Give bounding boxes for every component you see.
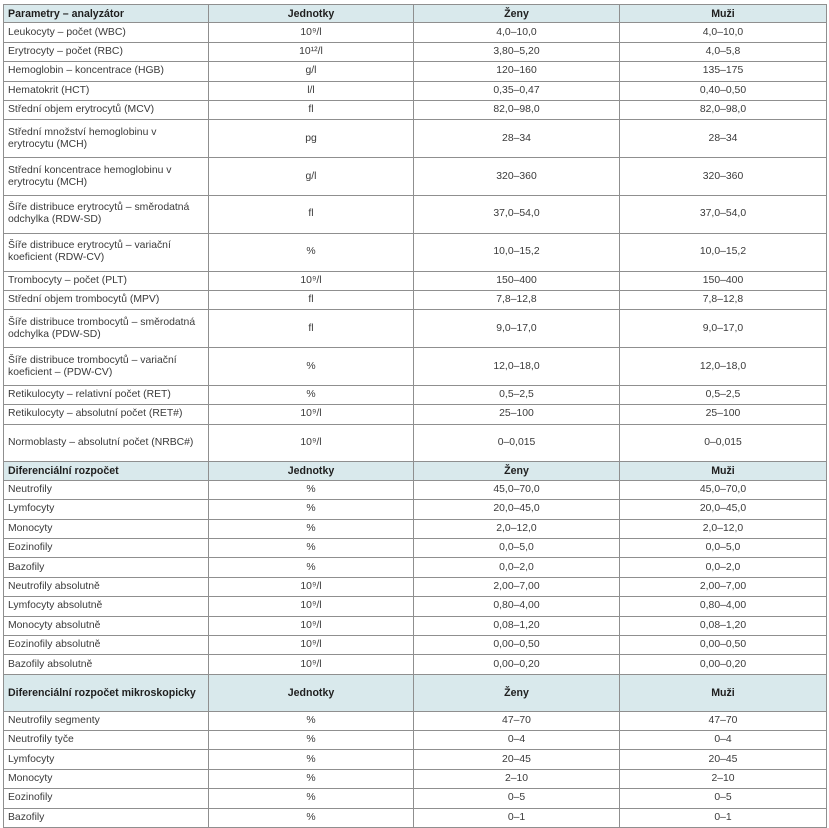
parameter-name-cell: Eozinofily absolutně: [4, 636, 209, 655]
units-cell: 10⁹/l: [209, 577, 414, 596]
units-cell: %: [209, 500, 414, 519]
women-range-cell: 10,0–15,2: [414, 233, 620, 271]
table-row: [4, 711, 827, 730]
section-title: Diferenciální rozpočet mikroskopicky: [4, 674, 209, 711]
women-range-cell: 320–360: [414, 158, 620, 196]
units-cell: g/l: [209, 62, 414, 81]
women-range-cell: 0,08–1,20: [414, 616, 620, 635]
men-range-cell: 82,0–98,0: [620, 100, 827, 119]
men-range-cell: 10,0–15,2: [620, 233, 827, 271]
units-cell: 10⁹/l: [209, 636, 414, 655]
units-cell: fl: [209, 290, 414, 309]
table-row: [4, 23, 827, 42]
men-range-cell: 0–5: [620, 789, 827, 808]
table-row: [4, 577, 827, 596]
units-cell: 10⁹/l: [209, 424, 414, 462]
men-range-cell: 0,0–2,0: [620, 558, 827, 577]
units-cell: %: [209, 539, 414, 558]
women-range-cell: 2–10: [414, 769, 620, 788]
parameter-name-cell: Hemoglobin – koncentrace (HGB): [4, 62, 209, 81]
women-range-cell: 20,0–45,0: [414, 500, 620, 519]
women-range-cell: 0,5–2,5: [414, 385, 620, 404]
women-range-cell: 7,8–12,8: [414, 290, 620, 309]
section-title: Diferenciální rozpočet: [4, 462, 209, 480]
table-row: [4, 730, 827, 749]
table-row: [4, 655, 827, 674]
units-cell: %: [209, 769, 414, 788]
units-cell: %: [209, 789, 414, 808]
parameter-name-cell: Erytrocyty – počet (RBC): [4, 42, 209, 61]
parameter-name-cell: Neutrofily absolutně: [4, 577, 209, 596]
parameter-name-cell: Střední objem erytrocytů (MCV): [4, 100, 209, 119]
men-range-cell: 25–100: [620, 405, 827, 424]
men-range-cell: 4,0–10,0: [620, 23, 827, 42]
table-row: [4, 500, 827, 519]
units-cell: 10¹²/l: [209, 42, 414, 61]
parameter-name-cell: Neutrofily: [4, 480, 209, 499]
section-title: Parametry – analyzátor: [4, 5, 209, 23]
parameter-name-cell: Střední koncentrace hemoglobinu v erytrocytu (MCH): [4, 158, 209, 196]
units-cell: l/l: [209, 81, 414, 100]
women-range-cell: 120–160: [414, 62, 620, 81]
women-range-cell: 150–400: [414, 271, 620, 290]
women-range-cell: 47–70: [414, 711, 620, 730]
women-range-cell: 0–0,015: [414, 424, 620, 462]
women-range-cell: 0,00–0,50: [414, 636, 620, 655]
parameter-name-cell: Šíře distribuce trombocytů – variační koeficient – (PDW-CV): [4, 348, 209, 386]
parameter-name-cell: Normoblasty – absolutní počet (NRBC#): [4, 424, 209, 462]
table-row: [4, 385, 827, 404]
men-range-cell: 20,0–45,0: [620, 500, 827, 519]
men-range-cell: 47–70: [620, 711, 827, 730]
section-header-row: [4, 462, 827, 480]
men-range-cell: 0,5–2,5: [620, 385, 827, 404]
table-row: [4, 750, 827, 769]
women-range-cell: 45,0–70,0: [414, 480, 620, 499]
parameter-name-cell: Střední objem trombocytů (MPV): [4, 290, 209, 309]
units-cell: %: [209, 480, 414, 499]
units-cell: 10⁹/l: [209, 597, 414, 616]
parameter-name-cell: Střední množství hemoglobinu v erytrocytu (MCH): [4, 120, 209, 158]
table-row: [4, 769, 827, 788]
units-cell: fl: [209, 310, 414, 348]
women-range-cell: 28–34: [414, 120, 620, 158]
parameter-name-cell: Šíře distribuce erytrocytů – směrodatná odchylka (RDW-SD): [4, 195, 209, 233]
table-row: [4, 424, 827, 462]
table-row: [4, 616, 827, 635]
column-header-men: Muži: [620, 674, 827, 711]
units-cell: 10⁹/l: [209, 616, 414, 635]
men-range-cell: 12,0–18,0: [620, 348, 827, 386]
women-range-cell: 12,0–18,0: [414, 348, 620, 386]
parameter-name-cell: Eozinofily: [4, 539, 209, 558]
men-range-cell: 0–0,015: [620, 424, 827, 462]
women-range-cell: 37,0–54,0: [414, 195, 620, 233]
table-row: [4, 597, 827, 616]
units-cell: %: [209, 233, 414, 271]
men-range-cell: 9,0–17,0: [620, 310, 827, 348]
table-row: [4, 519, 827, 538]
table-row: [4, 195, 827, 233]
men-range-cell: 2,0–12,0: [620, 519, 827, 538]
women-range-cell: 3,80–5,20: [414, 42, 620, 61]
parameter-name-cell: Neutrofily segmenty: [4, 711, 209, 730]
women-range-cell: 0–5: [414, 789, 620, 808]
units-cell: 10⁹/l: [209, 271, 414, 290]
parameter-name-cell: Monocyty: [4, 519, 209, 538]
women-range-cell: 82,0–98,0: [414, 100, 620, 119]
column-header-units: Jednotky: [209, 674, 414, 711]
women-range-cell: 9,0–17,0: [414, 310, 620, 348]
women-range-cell: 4,0–10,0: [414, 23, 620, 42]
units-cell: 10⁹/l: [209, 405, 414, 424]
parameter-name-cell: Monocyty: [4, 769, 209, 788]
section-header-row: [4, 5, 827, 23]
men-range-cell: 0,40–0,50: [620, 81, 827, 100]
women-range-cell: 0,80–4,00: [414, 597, 620, 616]
women-range-cell: 0–1: [414, 808, 620, 827]
table-row: [4, 62, 827, 81]
women-range-cell: 0,00–0,20: [414, 655, 620, 674]
parameter-name-cell: Bazofily absolutně: [4, 655, 209, 674]
men-range-cell: 2–10: [620, 769, 827, 788]
column-header-units: Jednotky: [209, 462, 414, 480]
units-cell: %: [209, 750, 414, 769]
units-cell: %: [209, 385, 414, 404]
men-range-cell: 2,00–7,00: [620, 577, 827, 596]
men-range-cell: 0,0–5,0: [620, 539, 827, 558]
units-cell: 10⁹/l: [209, 23, 414, 42]
table-row: [4, 405, 827, 424]
units-cell: %: [209, 808, 414, 827]
table-row: [4, 636, 827, 655]
men-range-cell: 0,08–1,20: [620, 616, 827, 635]
parameter-name-cell: Bazofily: [4, 558, 209, 577]
parameter-name-cell: Lymfocyty: [4, 750, 209, 769]
table-row: [4, 348, 827, 386]
table-body: [4, 5, 827, 828]
units-cell: %: [209, 519, 414, 538]
women-range-cell: 0–4: [414, 730, 620, 749]
column-header-women: Ženy: [414, 674, 620, 711]
units-cell: 10⁹/l: [209, 655, 414, 674]
table-row: [4, 290, 827, 309]
table-row: [4, 100, 827, 119]
women-range-cell: 2,00–7,00: [414, 577, 620, 596]
men-range-cell: 0–4: [620, 730, 827, 749]
women-range-cell: 25–100: [414, 405, 620, 424]
men-range-cell: 0,80–4,00: [620, 597, 827, 616]
parameter-name-cell: Retikulocyty – relativní počet (RET): [4, 385, 209, 404]
units-cell: %: [209, 348, 414, 386]
parameter-name-cell: Bazofily: [4, 808, 209, 827]
women-range-cell: 2,0–12,0: [414, 519, 620, 538]
units-cell: g/l: [209, 158, 414, 196]
table-row: [4, 233, 827, 271]
parameter-name-cell: Eozinofily: [4, 789, 209, 808]
parameter-name-cell: Šíře distribuce trombocytů – směrodatná odchylka (PDW-SD): [4, 310, 209, 348]
units-cell: pg: [209, 120, 414, 158]
table-row: [4, 310, 827, 348]
men-range-cell: 0,00–0,20: [620, 655, 827, 674]
table-row: [4, 558, 827, 577]
units-cell: %: [209, 558, 414, 577]
table-row: [4, 42, 827, 61]
table-row: [4, 789, 827, 808]
section-header-row: [4, 674, 827, 711]
parameter-name-cell: Trombocyty – počet (PLT): [4, 271, 209, 290]
column-header-women: Ženy: [414, 5, 620, 23]
column-header-women: Ženy: [414, 462, 620, 480]
parameter-name-cell: Šíře distribuce erytrocytů – variační koeficient (RDW-CV): [4, 233, 209, 271]
table-row: [4, 158, 827, 196]
parameter-name-cell: Retikulocyty – absolutní počet (RET#): [4, 405, 209, 424]
women-range-cell: 20–45: [414, 750, 620, 769]
table-row: [4, 539, 827, 558]
table-row: [4, 81, 827, 100]
men-range-cell: 0–1: [620, 808, 827, 827]
reference-ranges-table: [3, 4, 827, 828]
men-range-cell: 45,0–70,0: [620, 480, 827, 499]
parameter-name-cell: Neutrofily tyče: [4, 730, 209, 749]
men-range-cell: 4,0–5,8: [620, 42, 827, 61]
men-range-cell: 320–360: [620, 158, 827, 196]
column-header-men: Muži: [620, 462, 827, 480]
men-range-cell: 20–45: [620, 750, 827, 769]
table-row: [4, 120, 827, 158]
column-header-units: Jednotky: [209, 5, 414, 23]
men-range-cell: 0,00–0,50: [620, 636, 827, 655]
units-cell: %: [209, 711, 414, 730]
men-range-cell: 135–175: [620, 62, 827, 81]
men-range-cell: 37,0–54,0: [620, 195, 827, 233]
men-range-cell: 28–34: [620, 120, 827, 158]
table-row: [4, 480, 827, 499]
women-range-cell: 0,35–0,47: [414, 81, 620, 100]
women-range-cell: 0,0–2,0: [414, 558, 620, 577]
table-row: [4, 808, 827, 827]
women-range-cell: 0,0–5,0: [414, 539, 620, 558]
column-header-men: Muži: [620, 5, 827, 23]
men-range-cell: 7,8–12,8: [620, 290, 827, 309]
parameter-name-cell: Lymfocyty: [4, 500, 209, 519]
parameter-name-cell: Hematokrit (HCT): [4, 81, 209, 100]
men-range-cell: 150–400: [620, 271, 827, 290]
parameter-name-cell: Lymfocyty absolutně: [4, 597, 209, 616]
units-cell: %: [209, 730, 414, 749]
units-cell: fl: [209, 195, 414, 233]
table-row: [4, 271, 827, 290]
parameter-name-cell: Monocyty absolutně: [4, 616, 209, 635]
units-cell: fl: [209, 100, 414, 119]
parameter-name-cell: Leukocyty – počet (WBC): [4, 23, 209, 42]
